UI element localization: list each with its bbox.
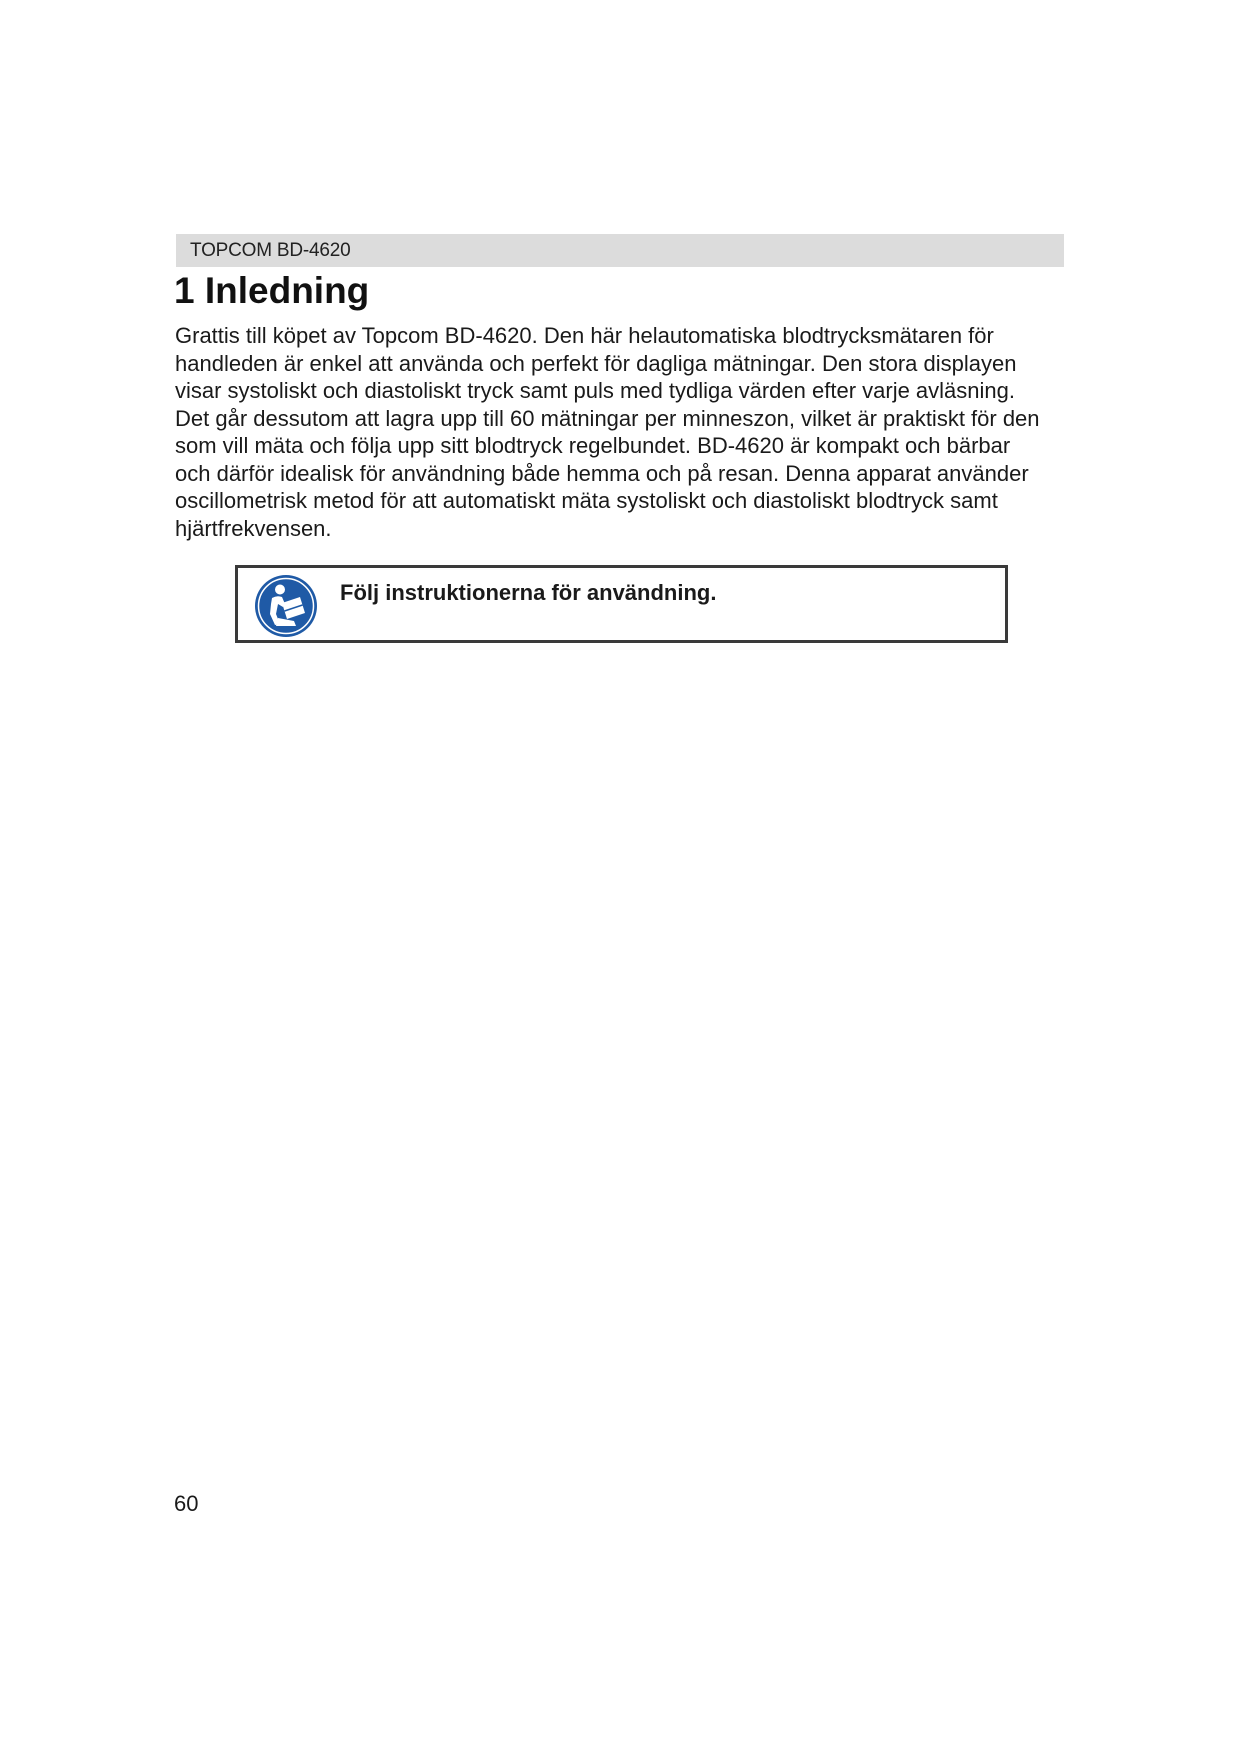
intro-paragraph (175, 322, 1075, 542)
page-number: 60 (174, 1491, 199, 1516)
intro-line: som vill mäta och följa upp sitt blodtryck regelbundet. BD-4620 är kompakt och bärbar (175, 433, 1011, 458)
intro-line: handleden är enkel att använda och perfekt för dagliga mätningar. Den stora displayen (175, 350, 1017, 376)
read-manual-icon (254, 574, 318, 638)
intro-line: Det går dessutom att lagra upp till 60 mätningar per minneszon, vilket är praktiskt för den (175, 405, 1040, 431)
intro-line: hjärtfrekvensen. (175, 515, 332, 541)
intro-line: Grattis till köpet av Topcom BD-4620. Den här helautomatiska blodtrycksmätaren för (175, 323, 994, 348)
intro-line: oscillometrisk metod för att automatiskt mäta systoliskt och diastoliskt blodtryck samt (175, 488, 998, 513)
document-header-bar (176, 234, 1064, 267)
intro-line: och därför idealisk för användning både hemma och på resan. Denna apparat använder (175, 460, 1029, 486)
document-header-title: TOPCOM BD-4620 (190, 240, 351, 261)
notice-text: Följ instruktionerna för användning. (340, 580, 717, 605)
section-heading: 1 Inledning (174, 270, 370, 311)
instruction-notice-box (235, 565, 1008, 643)
intro-line: visar systoliskt och diastoliskt tryck samt puls med tydliga värden efter varje avläsning. (175, 378, 1015, 403)
